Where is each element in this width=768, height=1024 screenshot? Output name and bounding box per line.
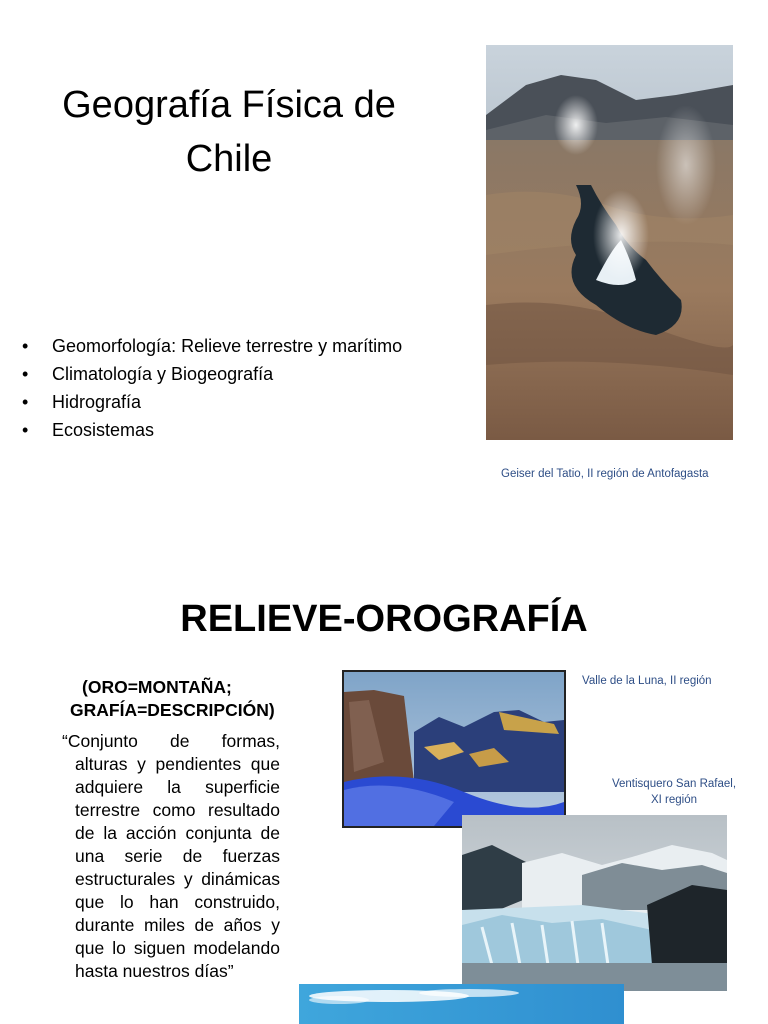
- sky-photo: [299, 984, 624, 1024]
- bullet-icon: •: [22, 336, 29, 356]
- bullet-icon: •: [22, 364, 29, 384]
- bullet-icon: •: [22, 392, 29, 412]
- geyser-photo: [486, 45, 733, 440]
- slide1-title-line1: Geografía Física de: [62, 84, 396, 126]
- subhead-line2: GRAFÍA=DESCRIPCIÓN): [70, 700, 275, 720]
- bullet-icon: •: [22, 420, 29, 440]
- list-item: • Ecosistemas: [22, 416, 402, 444]
- geyser-caption: Geiser del Tatio, II región de Antofagasta: [501, 468, 709, 480]
- definition-text: “Conjunto de formas, alturas y pendientes que adquiere la superficie terrestre como resultado de la acción conjunta de una serie de fuerzas estructurales y dinámicas que lo han construido, durante miles de años y que lo siguen modelando hasta nuestros días”: [62, 731, 280, 981]
- ventisquero-caption: Ventisquero San Rafael, XI región: [611, 778, 737, 806]
- orografia-subheading: [70, 676, 285, 722]
- relief-definition: [62, 730, 280, 983]
- list-item: • Hidrografía: [22, 388, 402, 416]
- list-item: • Geomorfología: Relieve terrestre y marítimo: [22, 332, 402, 360]
- slide2-title: RELIEVE-OROGRAFÍA: [180, 598, 588, 640]
- list-item: • Climatología y Biogeografía: [22, 360, 402, 388]
- subhead-line1: (ORO=MONTAÑA;: [82, 677, 232, 697]
- slide1-title-line2: Chile: [185, 138, 273, 180]
- valle-luna-photo: [342, 670, 566, 828]
- valle-luna-caption: Valle de la Luna, II región: [582, 675, 712, 687]
- topic-list: [22, 332, 402, 444]
- ventisquero-photo: [462, 815, 727, 991]
- slide1-title: [20, 78, 438, 186]
